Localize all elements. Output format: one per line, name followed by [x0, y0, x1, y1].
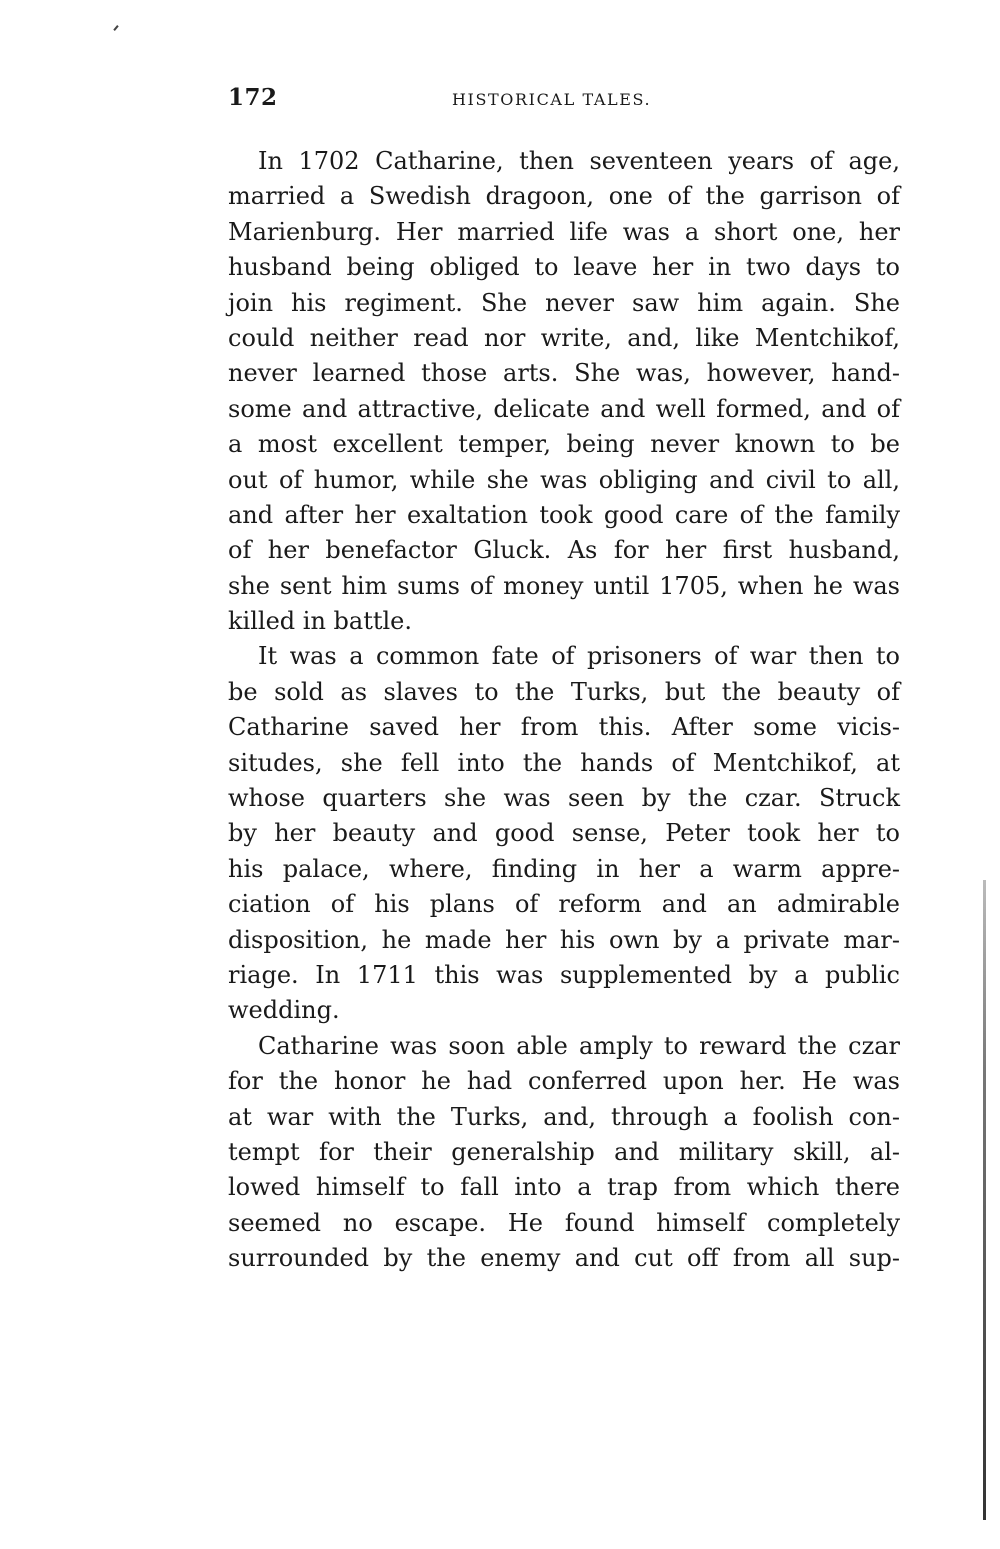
- text-line: disposition, he made her his own by a private mar-: [228, 925, 900, 954]
- page-edge-shadow: [983, 880, 986, 1520]
- text-line: by her beauty and good sense, Peter took her to: [228, 819, 900, 848]
- text-line: for the honor he had conferred upon her. He was: [228, 1067, 900, 1096]
- text-line: surrounded by the enemy and cut off from all sup-: [228, 1244, 900, 1273]
- text-line: tempt for their generalship and military skill, al-: [228, 1137, 900, 1166]
- text-line: wedding.: [228, 996, 340, 1025]
- text-line: married a Swedish dragoon, one of the garrison of: [228, 182, 900, 211]
- paragraph-2: [228, 639, 900, 1028]
- text-line: killed in battle.: [228, 607, 412, 636]
- text-line: whose quarters she was seen by the czar. Struck: [228, 784, 900, 813]
- text-line: never learned those arts. She was, however, hand-: [228, 359, 900, 388]
- text-line: his palace, where, finding in her a warm appre-: [228, 854, 900, 883]
- page-number: 172: [228, 84, 278, 111]
- body-text: [228, 144, 900, 1277]
- text-line: join his regiment. She never saw him again. She: [228, 288, 900, 317]
- running-title: HISTORICAL TALES.: [452, 90, 652, 109]
- text-line: lowed himself to fall into a trap from which there: [228, 1173, 900, 1202]
- text-line: ciation of his plans of reform and an admirable: [228, 890, 900, 919]
- paragraph-3: [228, 1029, 900, 1277]
- text-line: she sent him sums of money until 1705, when he was: [228, 571, 900, 600]
- text-line: It was a common fate of prisoners of war then to: [258, 642, 900, 671]
- text-line: Marienburg. Her married life was a short one, her: [228, 217, 900, 246]
- paragraph-1: [228, 144, 900, 639]
- text-line: Catharine saved her from this. After some vicis-: [228, 713, 900, 742]
- text-line: situdes, she fell into the hands of Mentchikof, at: [228, 748, 900, 777]
- text-line: out of humor, while she was obliging and civil to all,: [228, 465, 900, 494]
- page-header: [228, 84, 900, 116]
- text-line: riage. In 1711 this was supplemented by a public: [228, 960, 900, 989]
- text-line: seemed no escape. He found himself completely: [228, 1208, 900, 1237]
- stray-ink-mark: [113, 25, 118, 31]
- text-line: be sold as slaves to the Turks, but the beauty of: [228, 677, 900, 706]
- text-line: could neither read nor write, and, like Mentchikof,: [228, 323, 900, 352]
- text-line: In 1702 Catharine, then seventeen years of age,: [258, 147, 900, 175]
- text-line: some and attractive, delicate and well formed, and of: [228, 394, 900, 423]
- text-line: Catharine was soon able amply to reward the czar: [258, 1031, 900, 1060]
- text-line: a most excellent temper, being never known to be: [228, 430, 900, 459]
- text-line: at war with the Turks, and, through a foolish con-: [228, 1102, 900, 1131]
- text-line: husband being obliged to leave her in two days to: [228, 253, 900, 282]
- text-line: and after her exaltation took good care of the family: [228, 500, 900, 529]
- text-line: of her benefactor Gluck. As for her first husband,: [228, 536, 900, 565]
